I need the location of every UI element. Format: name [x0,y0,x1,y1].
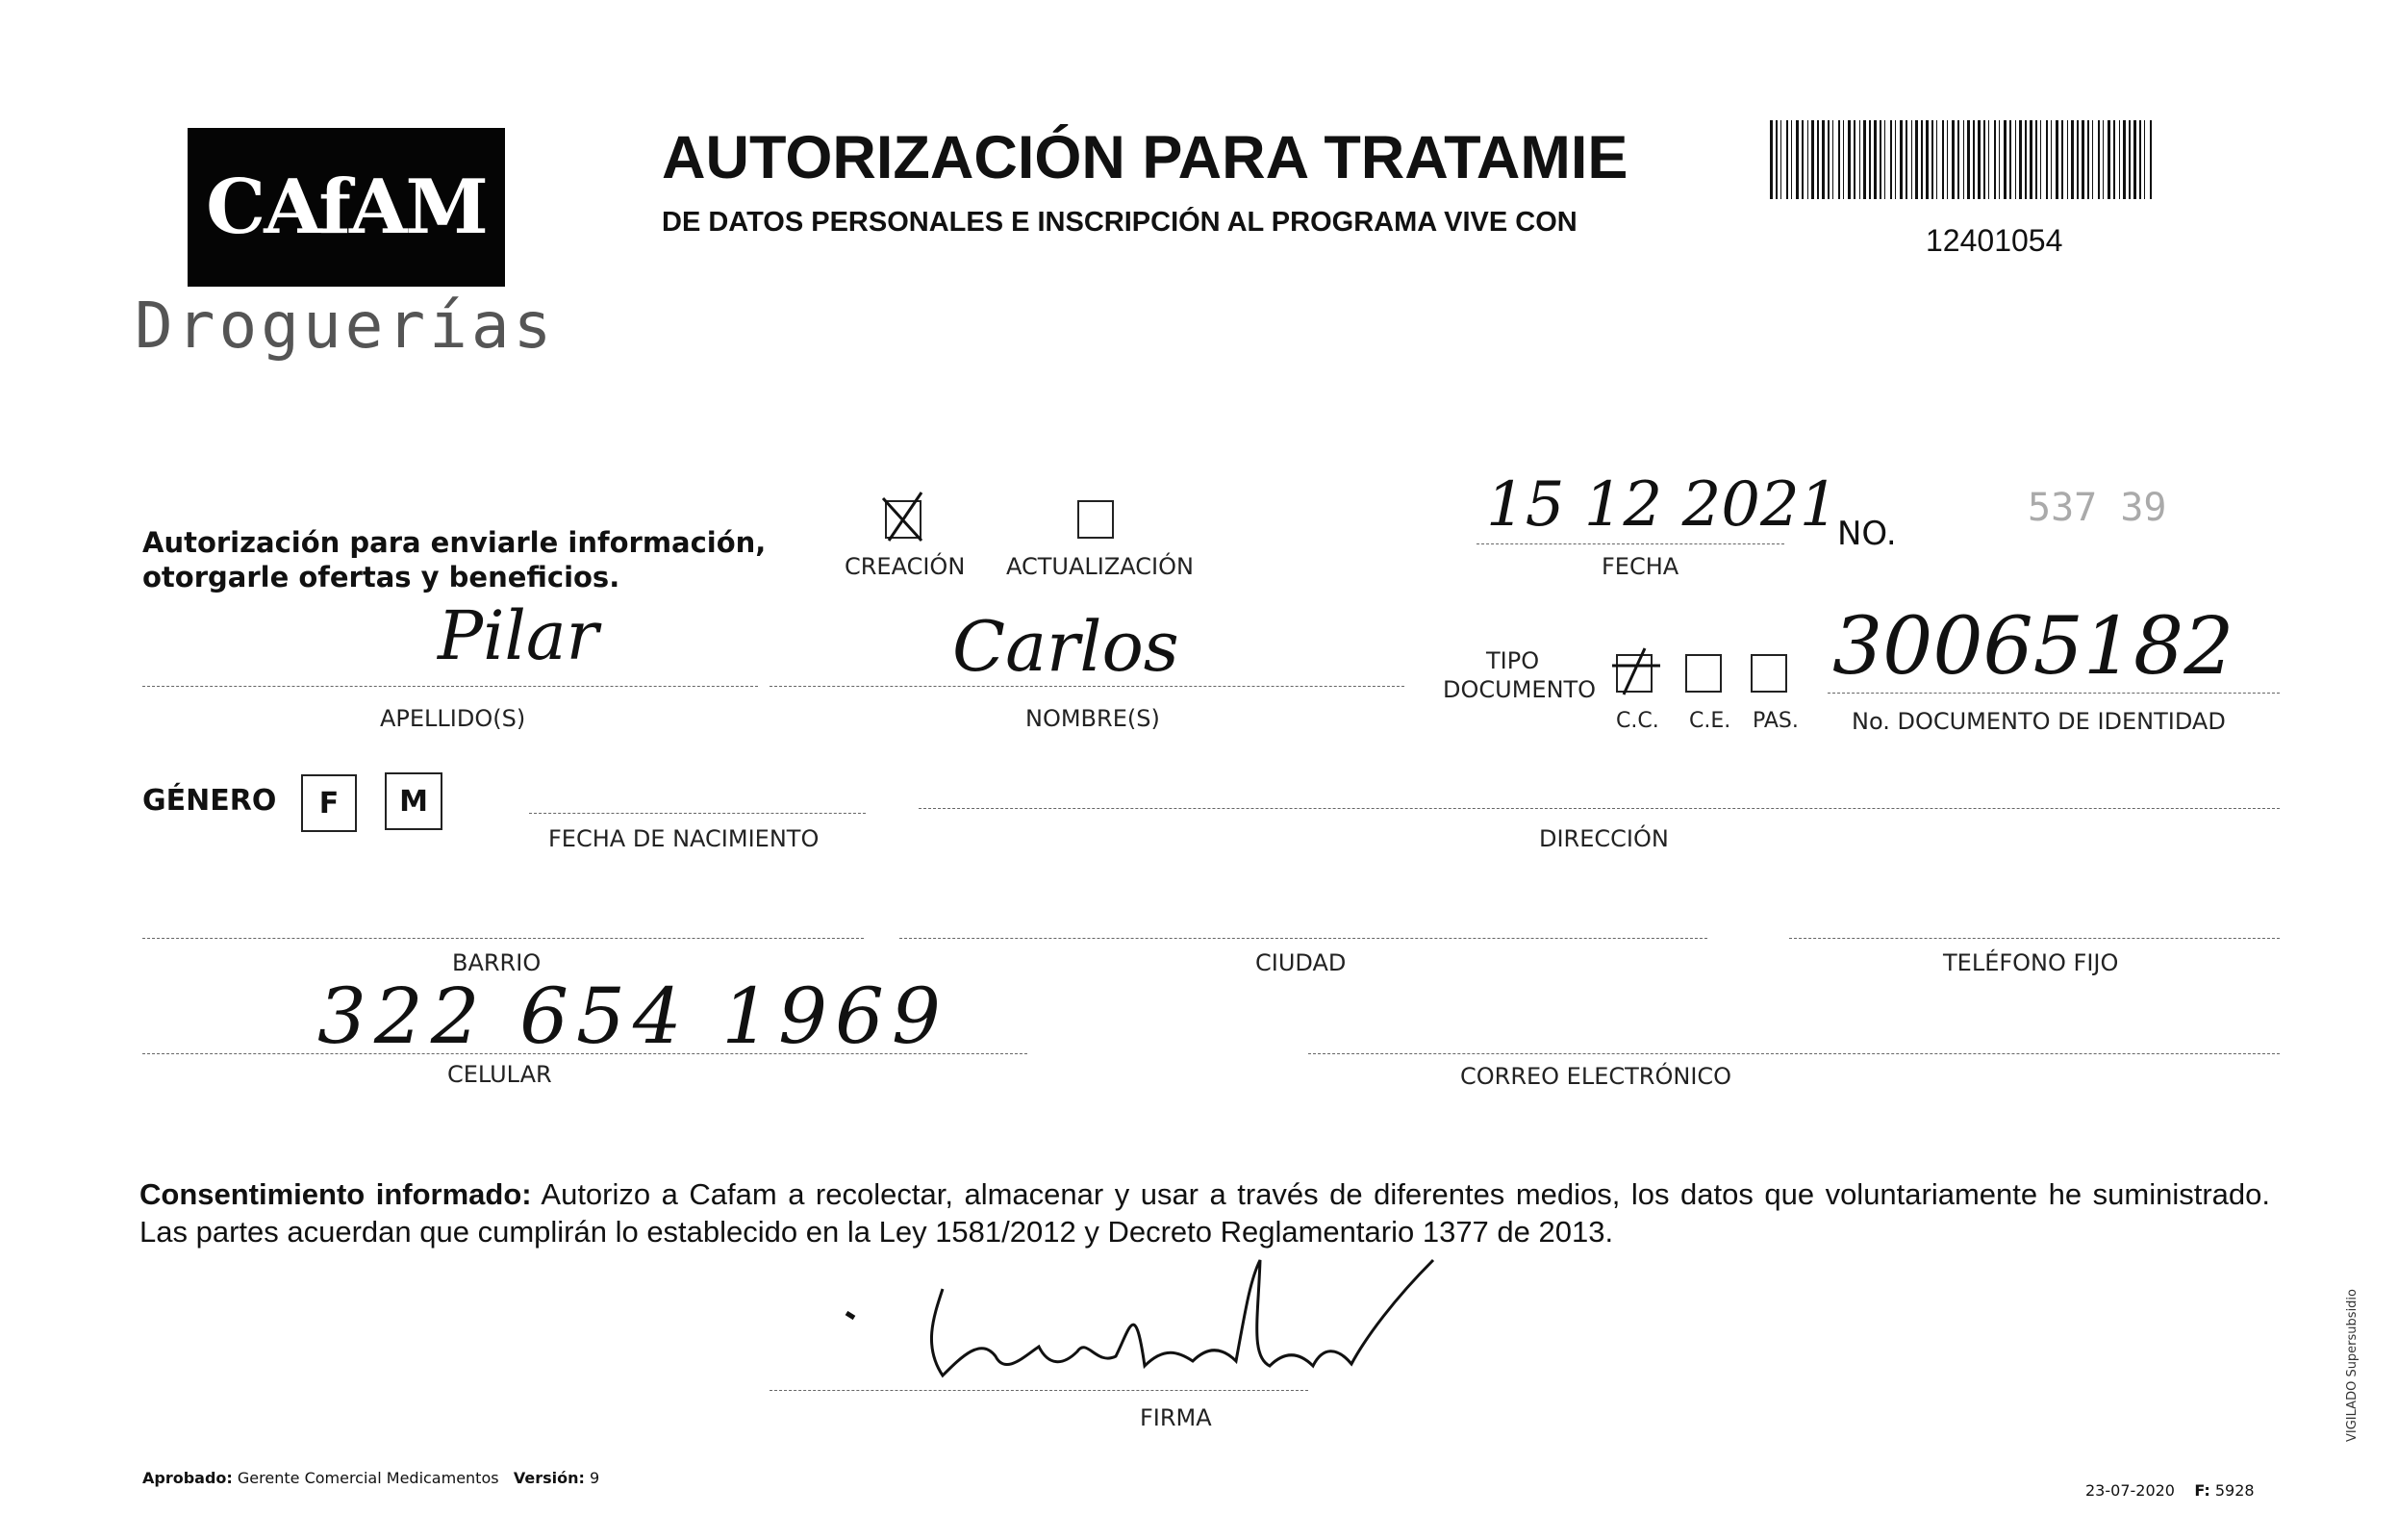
doc-type-label-2: DOCUMENTO [1443,676,1597,703]
barcode-bar [2071,120,2074,199]
signature-label: FIRMA [1140,1404,1212,1431]
cc-checkbox[interactable] [1616,654,1653,693]
barcode-bar [1848,120,1851,199]
ce-label: C.E. [1689,709,1731,733]
form-code: 12401054 [1926,223,2063,258]
barcode-bar [1952,120,1955,199]
surname-line[interactable] [142,686,758,687]
doc-number-line[interactable] [1828,693,2280,694]
mobile-value: 322 654 1969 [317,972,948,1061]
barcode-bar [2133,120,2136,199]
footer-date-code [2085,1481,2255,1500]
barcode-bar [2056,120,2058,199]
barcode-bar [1983,120,1985,199]
barcode-bar [1811,120,1814,199]
barcode-bar [2067,120,2068,199]
barcode-bar [1936,120,1937,199]
mobile-label: CELULAR [447,1061,552,1088]
barcode-bar [2119,120,2120,199]
barcode-bar [1802,120,1804,199]
barcode-bar [2144,120,2145,199]
barcode-bar [2150,120,2152,199]
creation-checkbox[interactable] [885,500,921,539]
version-label: Versión: [513,1469,585,1487]
barcode-bar [2082,120,2084,199]
gender-f-checkbox[interactable] [301,774,357,832]
barcode-bar [2019,120,2022,199]
date-label: FECHA [1602,553,1679,580]
barcode-bar [2113,120,2115,199]
city-line[interactable] [899,938,1707,939]
neighborhood-label: BARRIO [452,949,542,976]
f-label: F: [2194,1481,2210,1500]
barcode-bar [1999,120,2000,199]
approved-label: Aprobado: [142,1469,233,1487]
gender-m-checkbox[interactable] [385,772,442,830]
barcode-bar [1973,120,1975,199]
barcode-bar [1884,120,1885,199]
doc-number-value: 30065182 [1832,601,2234,693]
barcode-bar [1843,120,1844,199]
barcode-bar [1786,120,1788,199]
barcode-bar [1895,120,1896,199]
barcode-bar [1963,120,1964,199]
consent-text: Autorizo a Cafam a recolectar, almacenar y usar a través de diferentes medios, los datos que voluntariamente he suministrado. Las partes acuerdan que cumplirán lo establecido en la Ley 1581/2012 y Decreto Reglamentario 1377 de 2013. [139,1177,2270,1249]
authorization-text-1: Autorización para enviarle información, [142,526,767,559]
barcode-bar [2051,120,2052,199]
page-title: AUTORIZACIÓN PARA TRATAMIE [662,124,1628,191]
neighborhood-line[interactable] [142,938,864,939]
gender-m-label: M [399,784,428,819]
barcode-bar [1900,120,1903,199]
gender-label: GÉNERO [142,784,277,818]
doc-type-label-1: TIPO [1486,647,1540,674]
barcode-icon [1770,120,2155,199]
birth-date-label: FECHA DE NACIMIENTO [548,825,820,852]
barcode-bar [1770,120,1773,199]
barcode-bar [1906,120,1907,199]
barcode-bar [2103,120,2104,199]
barcode-bar [1863,120,1866,199]
f-value: 5928 [2214,1481,2255,1500]
barcode-bar [1880,120,1881,199]
birth-date-line[interactable] [529,813,866,814]
subbrand-label: Droguerías [135,289,556,363]
page-subtitle: DE DATOS PERSONALES E INSCRIPCIÓN AL PROGRAMA VIVE CON [662,207,1578,238]
footer-approval [142,1469,599,1487]
barcode-bar [1854,120,1855,199]
barcode-bar [2004,120,2007,199]
ce-checkbox[interactable] [1685,654,1722,693]
barcode-bar [2077,120,2079,199]
barcode-bar [1921,120,1923,199]
barcode-bar [1817,120,1819,199]
date-value: 15 12 2021 [1486,469,1839,541]
date-line [1477,543,1784,544]
passport-label: PAS. [1753,709,1799,733]
barcode-bar [1890,120,1892,199]
mobile-line[interactable] [142,1053,1027,1054]
barcode-bar [1780,120,1781,199]
cafam-logo: CAfAM [206,164,487,251]
surname-label: APELLIDO(S) [380,705,526,732]
barcode-bar [2108,120,2110,199]
barcode-bar [1926,120,1929,199]
barcode-bar [2061,120,2063,199]
barcode-bar [1978,120,1981,199]
barcode-bar [1832,120,1833,199]
signature-line [770,1390,1308,1391]
version-value: 9 [589,1469,600,1487]
barcode-bar [1776,120,1778,199]
barcode-bar [1947,120,1948,199]
update-label: ACTUALIZACIÓN [1006,553,1194,580]
barcode-bar [2035,120,2037,199]
barcode-bar [1859,120,1860,199]
barcode-bar [2087,120,2089,199]
update-checkbox[interactable] [1077,500,1114,539]
barcode-bar [1957,120,1959,199]
barcode-bar [2009,120,2011,199]
surname-value: Pilar [438,596,599,675]
barcode-bar [1994,120,1996,199]
barcode-bar [2139,120,2141,199]
name-label: NOMBRE(S) [1025,705,1160,732]
barcode-bar [1942,120,1944,199]
phone-line[interactable] [1789,938,2280,939]
barcode-bar [1828,120,1830,199]
barcode-bar [2040,120,2041,199]
authorization-text-2: otorgarle ofertas y beneficios. [142,561,620,593]
barcode-bar [1796,120,1799,199]
barcode-bar [2123,120,2126,199]
check-mark-icon [1618,648,1654,687]
barcode-bar [1988,120,1989,199]
barcode-bar [1791,120,1792,199]
barcode-bar [2046,120,2048,199]
email-label: CORREO ELECTRÓNICO [1460,1063,1732,1090]
barcode-bar [1807,120,1808,199]
barcode-bar [1911,120,1912,199]
check-mark-icon [883,485,920,523]
barcode-bar [2030,120,2032,199]
address-label: DIRECCIÓN [1539,825,1669,852]
number-label: NO. [1837,515,1897,553]
approved-value: Gerente Comercial Medicamentos [237,1469,499,1487]
barcode-bar [2015,120,2016,199]
creation-label: CREACIÓN [845,553,966,580]
vigilado-stamp: VIGILADO Supersubsidio [2345,1289,2360,1442]
cc-label: C.C. [1616,709,1659,733]
serial-number: 537 39 [2028,486,2167,530]
barcode-bar [2025,120,2027,199]
name-line[interactable] [770,686,1404,687]
footer-date: 23-07-2020 [2085,1481,2175,1500]
barcode-bar [2098,120,2100,199]
signature-image [798,1241,1568,1395]
address-line[interactable] [919,808,2280,809]
consent-paragraph [139,1175,2270,1250]
barcode-bar [1915,120,1918,199]
barcode-bar [2129,120,2131,199]
name-value: Carlos [952,606,1179,687]
city-label: CIUDAD [1255,949,1347,976]
barcode-bar [1822,120,1825,199]
consent-lead: Consentimiento informado: [139,1177,532,1211]
email-line[interactable] [1308,1053,2280,1054]
barcode-bar [1967,120,1970,199]
doc-number-label: No. DOCUMENTO DE IDENTIDAD [1852,708,2226,735]
phone-label: TELÉFONO FIJO [1943,949,2119,976]
barcode-bar [2092,120,2093,199]
barcode-bar [1838,120,1840,199]
barcode-bar [1874,120,1877,199]
barcode-bar [1931,120,1933,199]
passport-checkbox[interactable] [1751,654,1787,693]
gender-f-label: F [318,786,340,820]
barcode-bar [1869,120,1871,199]
